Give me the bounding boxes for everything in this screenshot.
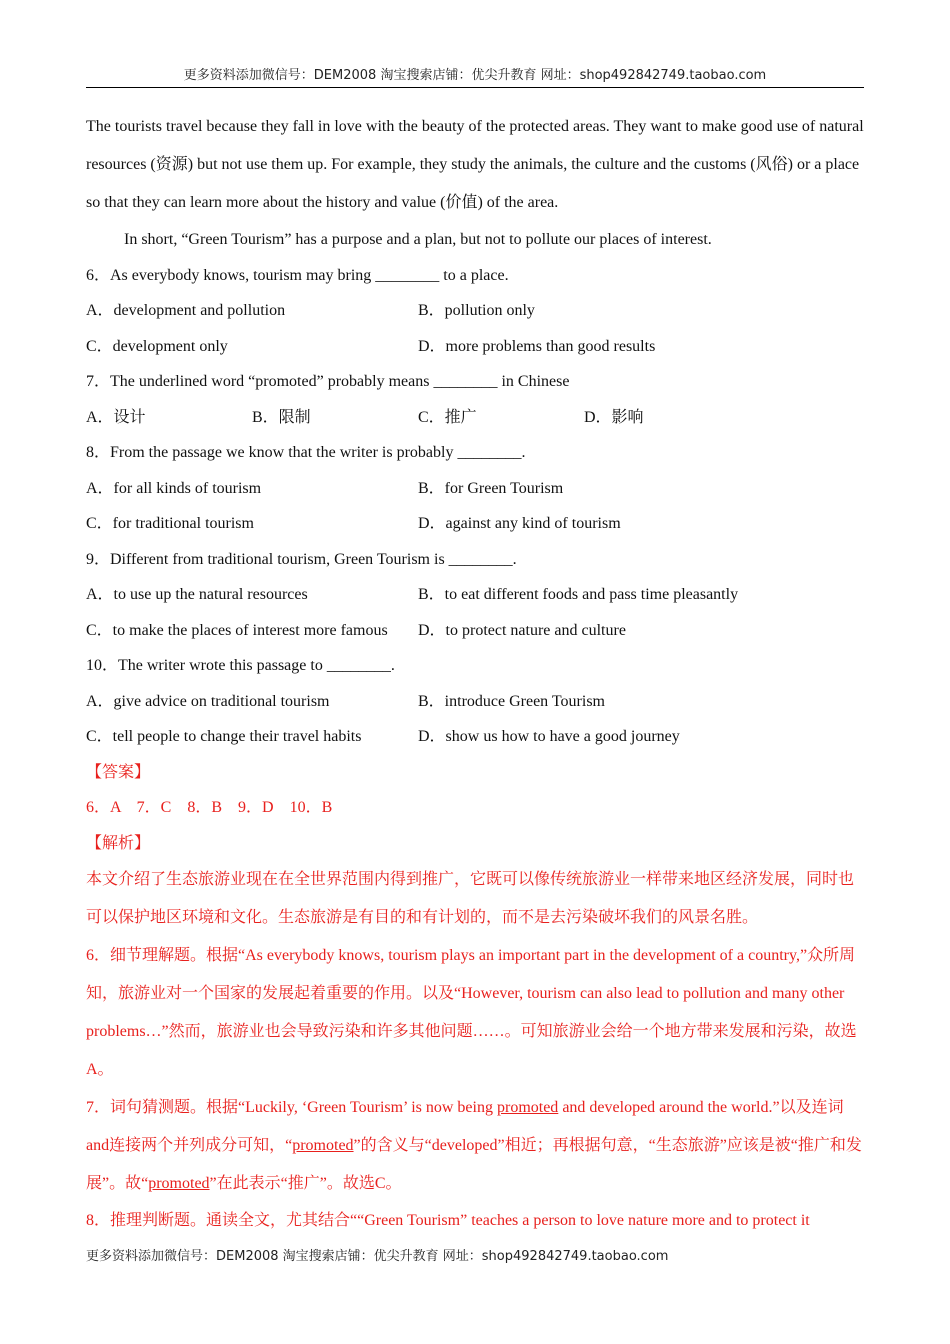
option-a: A．development and pollution <box>86 302 286 319</box>
question-7 <box>86 364 864 435</box>
analysis-q8: 8．推理判断题。通读全文，尤其结合““Green Tourism” teaches a person to love nature more and to protect it <box>86 1212 810 1229</box>
answer-label: 【答案】 <box>86 763 151 781</box>
analysis-q7-text-2: and developed around the world.”以及连词and连接两个并列成分可知，“ <box>86 1099 844 1154</box>
option-d: D．more problems than good results <box>418 337 656 355</box>
option-c: C．development only <box>86 337 228 355</box>
page-header: 更多资料添加微信号：DEM2008 淘宝搜索店铺：优尖升教育 网址：shop492842749.taobao.com <box>183 68 767 83</box>
question-stem: 10．The writer wrote this passage to ________. <box>86 657 395 674</box>
option-b: B．introduce Green Tourism <box>418 692 605 710</box>
option-c: C．推广 <box>418 408 477 426</box>
header-rule <box>86 87 864 88</box>
analysis-label: 【解析】 <box>86 834 151 852</box>
option-a: A．to use up the natural resources <box>86 586 308 603</box>
question-stem: 8．From the passage we know that the writer is probably ________. <box>86 444 526 461</box>
question-stem: 7．The underlined word “promoted” probably means ________ in Chinese <box>86 373 570 390</box>
analysis-intro: 本文介绍了生态旅游业现在在全世界范围内得到推广，它既可以像传统旅游业一样带来地区经济发展，同时也可以保护地区环境和文化。生态旅游是有目的和有计划的，而不是去污染破坏我们的风景名胜。 <box>86 871 855 926</box>
option-b: B．to eat different foods and pass time pleasantly <box>418 586 739 603</box>
option-c: C．tell people to change their travel habits <box>86 728 362 745</box>
question-8 <box>86 435 864 542</box>
analysis-q7-text-4: ”在此表示“推广”。故选C。 <box>209 1175 402 1192</box>
passage-paragraph-1: The tourists travel because they fall in love with the beauty of the protected areas. They want to make good use of natural resources (资源) but not use them up. For example, they study the animals, the culture and the customs (风俗) or a place so that they can learn more about the history and value (价值) of the area. <box>86 118 864 211</box>
analysis-q7-text-1: 7．词句猜测题。根据“Luckily, ‘Green Tourism’ is now being <box>86 1099 497 1116</box>
page-footer: 更多资料添加微信号：DEM2008 淘宝搜索店铺：优尖升教育 网址：shop492842749.taobao.com <box>86 1249 669 1264</box>
option-b: B．for Green Tourism <box>418 479 564 497</box>
question-stem: 6．As everybody knows, tourism may bring ________ to a place. <box>86 266 509 284</box>
passage-paragraph-2: In short, “Green Tourism” has a purpose and a plan, but not to pollute our places of interest. <box>124 231 712 248</box>
option-d: D．against any kind of tourism <box>418 515 621 532</box>
underlined-word: promoted <box>292 1137 354 1154</box>
option-a: A．设计 <box>86 408 146 426</box>
analysis-q6: 6．细节理解题。根据“As everybody knows, tourism plays an important part in the development of a country,”众所周知，旅游业对一个国家的发展起着重要的作用。以及“However, tourism can also lead to pollution and many other problems…”然而，旅游业也会导致污染和许多其他问题……。可知旅游业会给一个地方带来发展和污染，故选A。 <box>86 947 857 1078</box>
question-stem: 9．Different from traditional tourism, Green Tourism is ________. <box>86 550 517 568</box>
document-body <box>86 108 864 1239</box>
option-d: D．影响 <box>584 408 644 426</box>
option-b: B．限制 <box>252 408 311 426</box>
question-10 <box>86 648 864 755</box>
question-9 <box>86 542 864 649</box>
question-6 <box>86 258 864 365</box>
option-a: A．for all kinds of tourism <box>86 479 262 497</box>
option-d: D．to protect nature and culture <box>418 621 626 639</box>
underlined-word: promoted <box>496 1099 559 1116</box>
option-b: B．pollution only <box>418 302 535 319</box>
option-c: C．to make the places of interest more famous <box>86 621 388 639</box>
underlined-word: promoted <box>148 1175 210 1192</box>
option-d: D．show us how to have a good journey <box>418 728 680 745</box>
analysis-q7 <box>86 1089 864 1203</box>
answer-key: 6．A 7．C 8．B 9．D 10．B <box>86 799 333 816</box>
option-a: A．give advice on traditional tourism <box>86 692 330 710</box>
option-c: C．for traditional tourism <box>86 515 254 532</box>
analysis-q7-text-3: ”的含义与“developed”相近；再根据句意，“生态旅游”应该是被“推广和发展”。故“ <box>86 1137 862 1192</box>
